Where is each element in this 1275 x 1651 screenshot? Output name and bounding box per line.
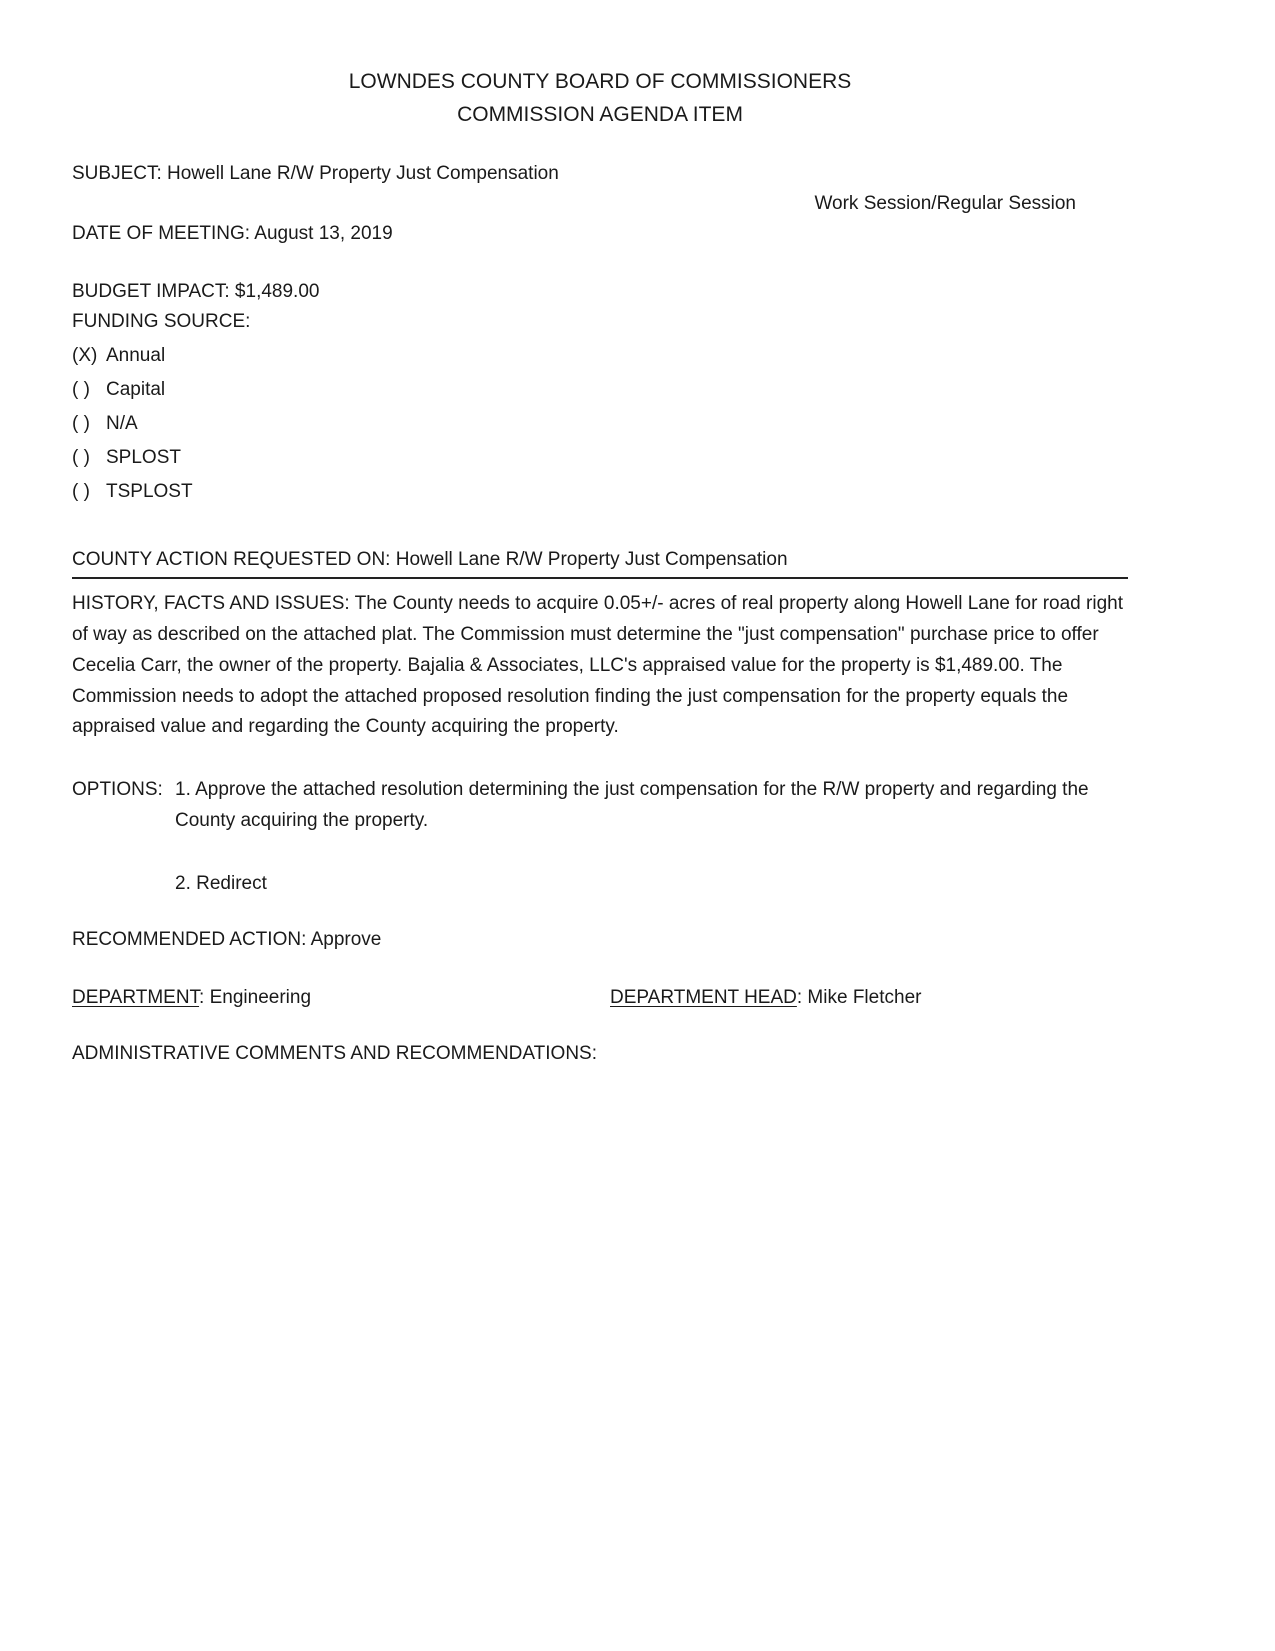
subject-line: SUBJECT: Howell Lane R/W Property Just Compensation: [72, 163, 559, 185]
title-line-2: COMMISSION AGENDA ITEM: [457, 102, 743, 126]
document-title: [72, 66, 1128, 131]
funding-option-splost: [72, 443, 1128, 473]
department-head-value: : Mike Fletcher: [796, 987, 922, 1009]
funding-option-tsplost: [72, 477, 1128, 507]
department-value: : Engineering: [199, 987, 312, 1009]
funding-option-label: TSPLOST: [106, 481, 193, 503]
funding-option-na: [72, 409, 1128, 439]
funding-option-capital: [72, 375, 1128, 405]
funding-checkbox-splost: ( ): [72, 447, 90, 469]
options-list: [175, 775, 1128, 899]
date-of-meeting-line: DATE OF MEETING: August 13, 2019: [72, 223, 393, 245]
funding-option-label: SPLOST: [106, 447, 181, 469]
department-row: [72, 983, 1128, 1013]
department-head-label: DEPARTMENT HEAD: [610, 987, 797, 1009]
funding-source-label: FUNDING SOURCE:: [72, 311, 251, 333]
funding-option-annual: [72, 341, 1128, 371]
options-label: OPTIONS:: [72, 779, 163, 801]
funding-option-label: Annual: [106, 345, 166, 367]
funding-option-label: Capital: [106, 379, 166, 401]
funding-checkbox-na: ( ): [72, 413, 90, 435]
title-line-1: LOWNDES COUNTY BOARD OF COMMISSIONERS: [348, 70, 852, 93]
history-facts-issues-paragraph: HISTORY, FACTS AND ISSUES: The County needs to acquire 0.05+/- acres of real property along Howell Lane for road right of way as described on the attached plat. The Commission must determine the "just compensation" purchase price to offer Cecelia Carr, the owner of the property. Bajalia & Associates, LLC's appraised value for the property is $1,489.00. The Commission needs to adopt the attached proposed resolution finding the just compensation for the property equals the appraised value and regarding the County acquiring the property.: [72, 593, 1123, 738]
option-2: 2. Redirect: [175, 872, 267, 894]
department-head-field: [610, 983, 1128, 1013]
funding-checkbox-tsplost: ( ): [72, 481, 90, 503]
recommended-action-line: RECOMMENDED ACTION: Approve: [72, 929, 382, 951]
administrative-comments-line: ADMINISTRATIVE COMMENTS AND RECOMMENDATIONS:: [72, 1043, 597, 1065]
funding-checkbox-annual: (X): [72, 345, 98, 367]
county-action-requested-line: COUNTY ACTION REQUESTED ON: Howell Lane R/W Property Just Compensation: [72, 545, 1128, 579]
department-label: DEPARTMENT: [72, 987, 200, 1009]
options-section: [72, 775, 1128, 899]
budget-impact-line: BUDGET IMPACT: $1,489.00: [72, 281, 320, 303]
funding-option-label: N/A: [106, 413, 138, 435]
session-type-line: Work Session/Regular Session: [814, 193, 1076, 215]
option-1: 1. Approve the attached resolution determining the just compensation for the R/W property and regarding the County acquiring the property.: [175, 779, 1089, 831]
department-field: [72, 983, 610, 1013]
funding-checkbox-capital: ( ): [72, 379, 90, 401]
